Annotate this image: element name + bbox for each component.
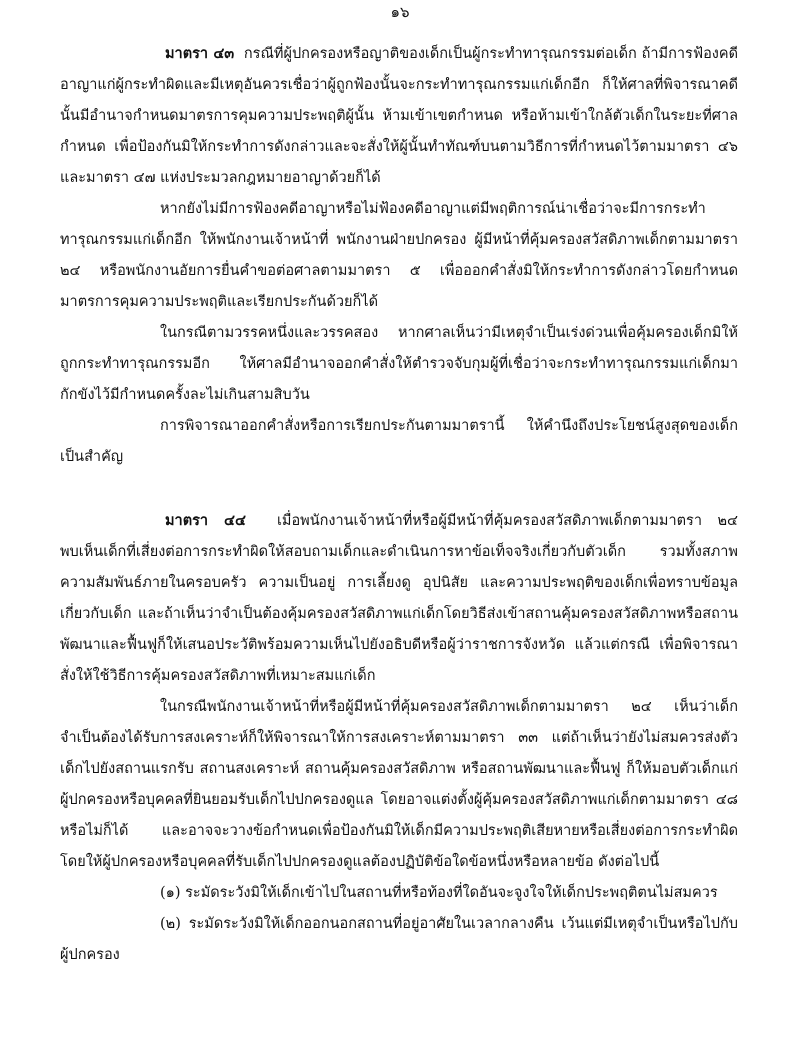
- section-43-text-1: กรณีที่ผู้ปกครองหรือญาติของเด็กเป็นผู้กระทำทารุณกรรมต่อเด็ก ถ้ามีการฟ้องคดีอาญาแก่ผู้กระทำผิดและมีเหตุอันควรเชื่อว่าผู้ถูกฟ้องนั้นจะกระทำทารุณกรรมแก่เด็กอีก ก็ให้ศาลที่พิจารณาคดีนั้นมีอำนาจกำหนดมาตรการคุมความประพฤติผู้นั้น ห้ามเข้าเขตกำหนด หรือห้ามเข้าใกล้ตัวเด็กในระยะที่ศาลกำหนด เพื่อป้องกันมิให้กระทำการดังกล่าวและจะสั่งให้ผู้นั้นทำทัณฑ์บนตามวิธีการที่กำหนดไว้ตามมาตรา ๔๖ และมาตรา ๔๗ แห่งประมวลกฎหมายอาญาด้วยก็ได้: [60, 46, 738, 186]
- section-44-item-1: (๑) ระมัดระวังมิให้เด็กเข้าไปในสถานที่หรือท้องที่ใดอันจะจูงใจให้เด็กประพฤติตนไม่สมควร: [160, 885, 718, 901]
- section-gap: [60, 473, 738, 505]
- section-43-paragraph-4: การพิจารณาออกคำสั่งหรือการเรียกประกันตามมาตรานี้ ให้คำนึงถึงประโยชน์สูงสุดของเด็กเป็นสำคัญ: [60, 418, 738, 465]
- section-43-paragraph-2: หากยังไม่มีการฟ้องคดีอาญาหรือไม่ฟ้องคดีอาญาแต่มีพฤติการณ์น่าเชื่อว่าจะมีการกระทำทารุณกรรมแก่เด็กอีก ให้พนักงานเจ้าหน้าที่ พนักงานฝ่ายปกครอง ผู้มีหน้าที่คุ้มครองสวัสดิภาพเด็กตามมาตรา ๒๔ หรือพนักงานอัยการยื่นคำขอต่อศาลตามมาตรา ๕ เพื่อออกคำสั่งมิให้กระทำการดังกล่าวโดยกำหนดมาตรการคุมความประพฤติและเรียกประกันด้วยก็ได้: [60, 201, 738, 310]
- section-44-paragraph-1: [60, 505, 738, 692]
- section-43-paragraph-3: ในกรณีตามวรรคหนึ่งและวรรคสอง หากศาลเห็นว่ามีเหตุจำเป็นเร่งด่วนเพื่อคุ้มครองเด็กมิให้ถูกกระทำทารุณกรรมอีก ให้ศาลมีอำนาจออกคำสั่งให้ตำรวจจับกุมผู้ที่เชื่อว่าจะกระทำทารุณกรรมแก่เด็กมากักขังไว้มีกำหนดครั้งละไม่เกินสามสิบวัน: [60, 325, 738, 403]
- document-body: [60, 38, 738, 971]
- section-44-item-2: (๒) ระมัดระวังมิให้เด็กออกนอกสถานที่อยู่อาศัยในเวลากลางคืน เว้นแต่มีเหตุจำเป็นหรือไปกับผู้ปกครอง: [60, 916, 738, 963]
- section-44-text-1: เมื่อพนักงานเจ้าหน้าที่หรือผู้มีหน้าที่คุ้มครองสวัสดิภาพเด็กตามมาตรา ๒๔ พบเห็นเด็กที่เสี่ยงต่อการกระทำผิดให้สอบถามเด็กและดำเนินการหาข้อเท็จจริงเกี่ยวกับตัวเด็ก รวมทั้งสภาพความสัมพันธ์ภายในครอบครัว ความเป็นอยู่ การเลี้ยงดู อุปนิสัย และความประพฤติของเด็กเพื่อทราบข้อมูลเกี่ยวกับเด็ก และถ้าเห็นว่าจำเป็นต้องคุ้มครองสวัสดิภาพแก่เด็กโดยวิธีส่งเข้าสถานคุ้มครองสวัสดิภาพหรือสถานพัฒนาและฟื้นฟูก็ให้เสนอประวัติพร้อมความเห็นไปยังอธิบดีหรือผู้ว่าราชการจังหวัด แล้วแต่กรณี เพื่อพิจารณาสั่งให้ใช้วิธีการคุ้มครองสวัสดิภาพที่เหมาะสมแก่เด็ก: [60, 513, 738, 684]
- section-44-label: มาตรา ๔๔: [165, 512, 246, 529]
- section-43-paragraph-1: [60, 38, 738, 194]
- section-44-paragraph-2: ในกรณีพนักงานเจ้าหน้าที่หรือผู้มีหน้าที่คุ้มครองสวัสดิภาพเด็กตามมาตรา ๒๔ เห็นว่าเด็กจำเป็นต้องได้รับการสงเคราะห์ก็ให้พิจารณาให้การสงเคราะห์ตามมาตรา ๓๓ แต่ถ้าเห็นว่ายังไม่สมควรส่งตัวเด็กไปยังสถานแรกรับ สถานสงเคราะห์ สถานคุ้มครองสวัสดิภาพ หรือสถานพัฒนาและฟื้นฟู ก็ให้มอบตัวเด็กแก่ผู้ปกครองหรือบุคคลที่ยินยอมรับเด็กไปปกครองดูแล โดยอาจแต่งตั้งผู้คุ้มครองสวัสดิภาพแก่เด็กตามมาตรา ๔๘ หรือไม่ก็ได้ และอาจจะวางข้อกำหนดเพื่อป้องกันมิให้เด็กมีความประพฤติเสียหายหรือเสี่ยงต่อการกระทำผิด โดยให้ผู้ปกครองหรือบุคคลที่รับเด็กไปปกครองดูแลต้องปฏิบัติข้อใดข้อหนึ่งหรือหลายข้อ ดังต่อไปนี้: [60, 699, 738, 870]
- section-43-label: มาตรา ๔๓: [165, 45, 235, 62]
- page-number: ๑๖: [390, 3, 410, 21]
